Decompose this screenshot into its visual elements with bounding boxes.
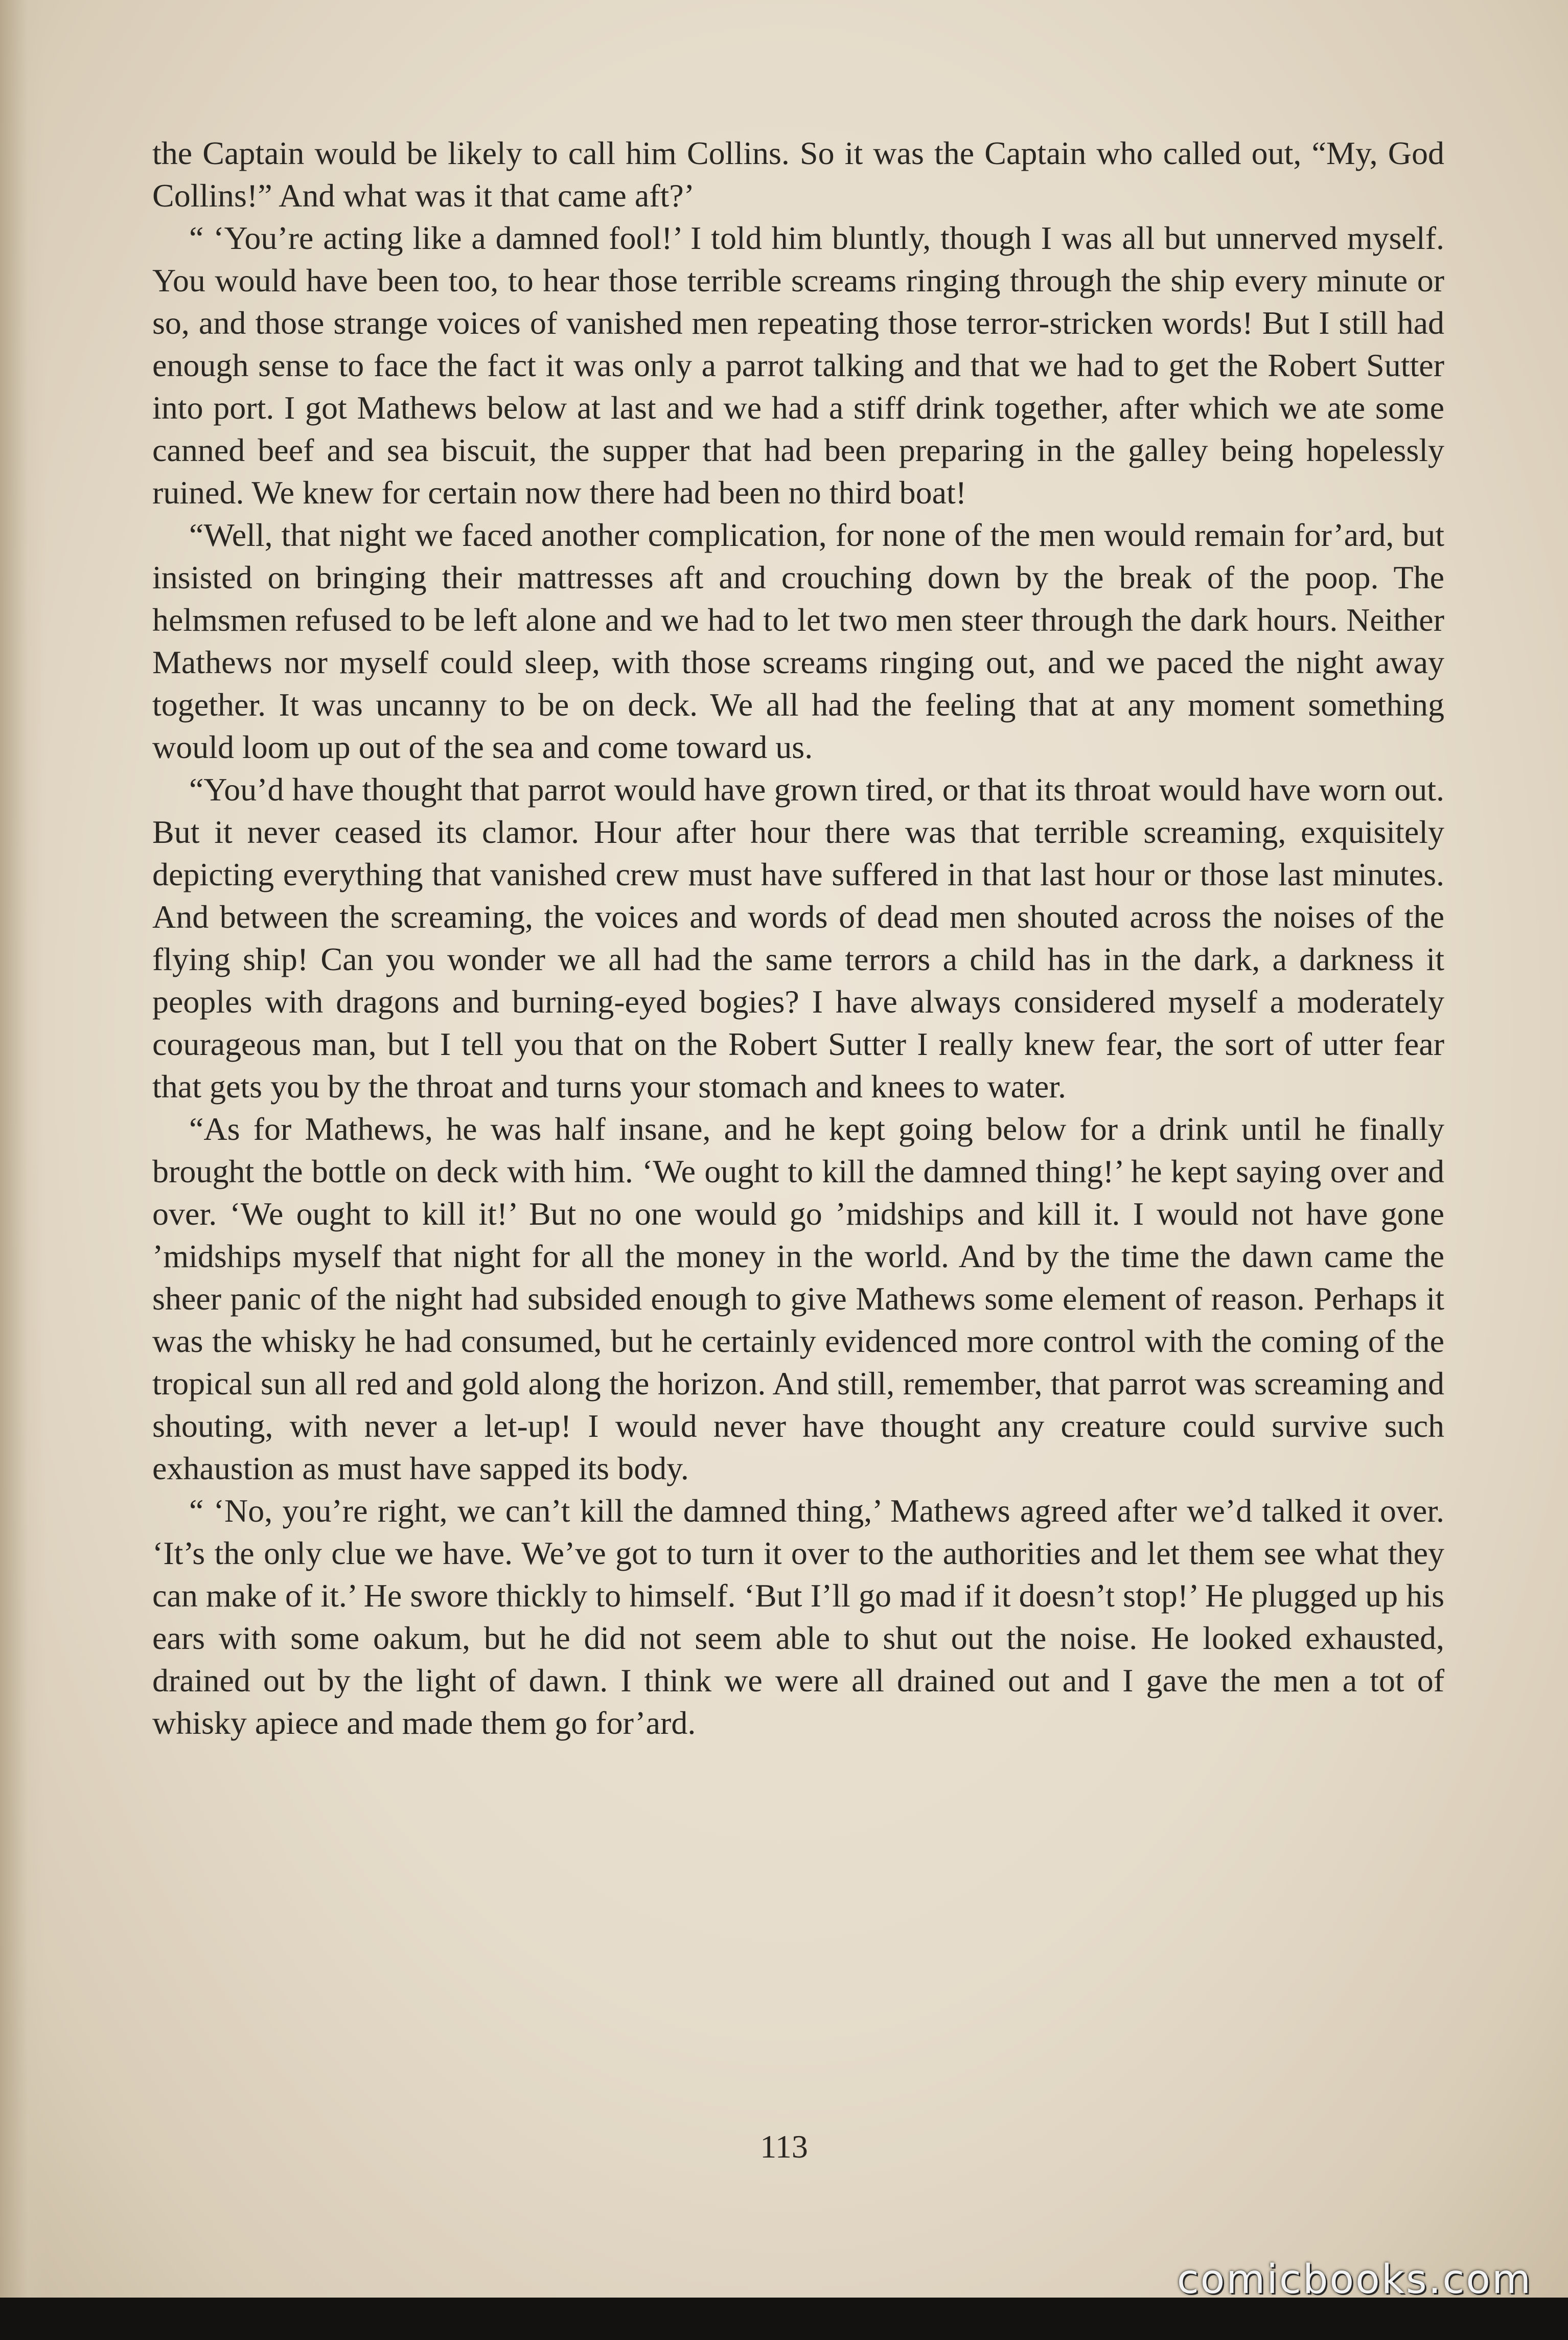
page-number: 113	[760, 2128, 808, 2165]
watermark: comicbooks.com	[1177, 2257, 1532, 2303]
paragraph: “You’d have thought that parrot would have grown tired, or that its throat would have worn out. But it never ceased its clamor. Hour after hour there was that terrible screaming, exquisitely depicting everything that vanished crew must have suffered in that last hour or those last minutes. And between the screaming, the voices and words of dead men shouted across the noises of the flying ship! Can you wonder we all had the same terrors a child has in the dark, a darkness it peoples with dragons and burning-eyed bogies? I have always considered myself a moderately courageous man, but I tell you that on the Robert Sutter I really knew fear, the sort of utter fear that gets you by the throat and turns your stomach and knees to water.	[152, 771, 1444, 1105]
paragraph: “As for Mathews, he was half insane, and he kept going below for a drink until he finally brought the bottle on deck with him. ‘We ought to kill the damned thing!’ he kept saying over and over. ‘We ought to kill it!’ But no one would go ’midships and kill it. I would not have gone ’midships myself that night for all the money in the world. And by the time the dawn came the sheer panic of the night had subsided enough to give Mathews some element of reason. Perhaps it was the whisky he had consumed, but he certainly evidenced more control with the coming of the tropical sun all red and gold along the horizon. And still, remember, that parrot was screaming and shouting, with never a let-up! I would never have thought any creature could survive such exhaustion as must have sapped its body.	[152, 1111, 1444, 1486]
paragraph: the Captain would be likely to call him Collins. So it was the Captain who called out, “My, God Collins!” And what was it that came aft?’	[152, 135, 1444, 214]
paragraph: “ ‘You’re acting like a damned fool!’ I told him bluntly, though I was all but unnerved myself. You would have been too, to hear those terrible screams ringing through the ship every minute or so, and those strange voices of vanished men repeating those terror-stricken words! But I still had enough sense to face the fact it was only a parrot talking and that we had to get the Robert Sutter into port. I got Mathews below at last and we had a stiff drink together, after which we ate some canned beef and sea biscuit, the supper that had been preparing in the galley being hopelessly ruined. We knew for certain now there had been no third boat!	[152, 220, 1444, 511]
paragraph: “ ‘No, you’re right, we can’t kill the damned thing,’ Mathews agreed after we’d talked it over. ‘It’s the only clue we have. We’ve got to turn it over to the authorities and let them see what they can make of it.’ He swore thickly to himself. ‘But I’ll go mad if it doesn’t stop!’ He plugged up his ears with some oakum, but he did not seem able to shut out the noise. He looked exhausted, drained out by the light of dawn. I think we were all drained out and I gave the men a tot of whisky apiece and made them go for’ard.	[152, 1493, 1444, 1741]
paragraph: “Well, that night we faced another complication, for none of the men would remain for’ard, but insisted on bringing their mattresses aft and crouching down by the break of the poop. The helmsmen refused to be left alone and we had to let two men steer through the dark hours. Neither Mathews nor myself could sleep, with those screams ringing out, and we paced the night away together. It was uncanny to be on deck. We all had the feeling that at any moment something would loom up out of the sea and come toward us.	[152, 517, 1444, 765]
body-text	[152, 132, 1444, 1744]
